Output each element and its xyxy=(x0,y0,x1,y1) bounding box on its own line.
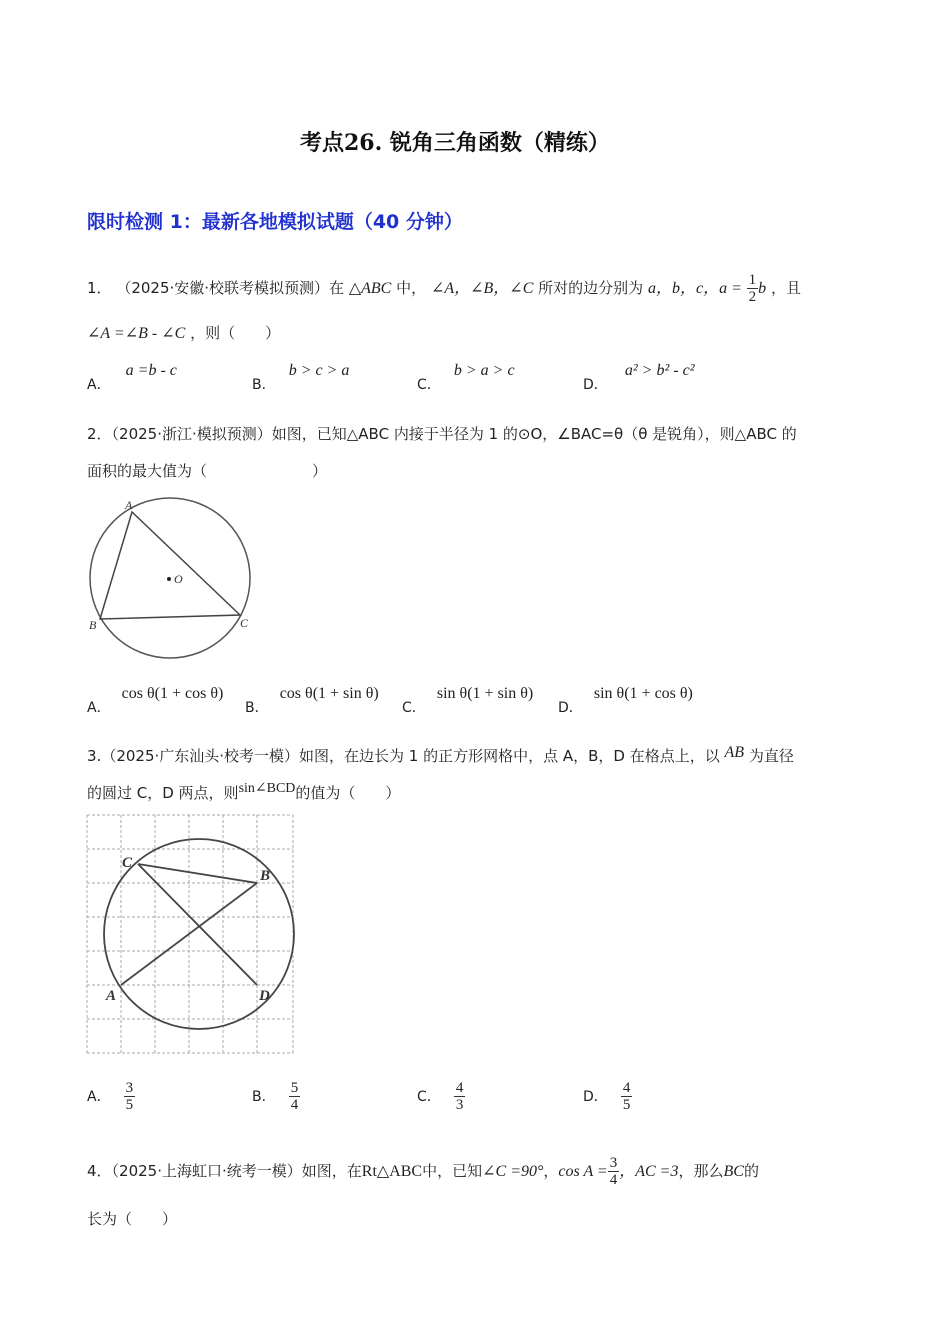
question-text: （2025·广东汕头·校考一模）如图，在边长为 1 的正方形网格中，点 A，B，D 在格点上，以 xyxy=(101,747,720,765)
sides-expr: a，b，c，a = xyxy=(647,280,742,297)
question-1-line-1 xyxy=(87,272,801,305)
center-point xyxy=(167,577,171,581)
triangle-expr: △ABC xyxy=(348,280,392,297)
q2-option-d[interactable] xyxy=(558,683,693,716)
q3-option-c[interactable] xyxy=(417,1080,465,1113)
fraction-denominator: 2 xyxy=(748,289,757,305)
question-text: （2025·浙江·模拟预测）如图，已知△ABC 内接于半径为 1 的⊙O，∠BAC=θ（θ 是锐角），则△ABC 的 xyxy=(111,425,797,443)
segment-ab: AB xyxy=(724,744,745,761)
ac-expr: ，AC =3 xyxy=(619,1163,679,1180)
cos-expr: cos A = xyxy=(558,1163,608,1180)
option-expr: sin θ(1 + cos θ) xyxy=(593,685,693,702)
fraction-denominator: 5 xyxy=(125,1097,134,1113)
option-label: D． xyxy=(583,1089,608,1105)
condition-expr: ∠A =∠B - ∠C xyxy=(87,325,186,342)
question-1-line-2 xyxy=(87,322,280,343)
question-text: 中，已知 xyxy=(422,1162,483,1180)
question-text: 的 xyxy=(743,1162,759,1180)
question-text: 所对的边分别为 xyxy=(538,279,644,297)
option-label: B． xyxy=(252,1089,276,1105)
option-label: A． xyxy=(87,377,111,393)
q1-option-a[interactable] xyxy=(87,360,177,393)
fraction-denominator: 3 xyxy=(455,1097,464,1113)
fraction-numerator: 1 xyxy=(748,272,757,288)
question-2-line-2: 面积的最大值为（ ） xyxy=(87,462,328,480)
fraction xyxy=(608,1155,620,1188)
option-expr: cos θ(1 + sin θ) xyxy=(279,685,379,702)
q2-option-b[interactable] xyxy=(245,683,379,716)
page-title: 考点26. 锐角三角函数（精练） xyxy=(300,130,610,156)
option-expr: a =b - c xyxy=(125,362,177,379)
question-number: 4． xyxy=(87,1162,112,1180)
angle-expr: ∠C =90° xyxy=(482,1163,544,1180)
separator: ， xyxy=(543,1162,559,1180)
segment-bc: BC xyxy=(723,1163,744,1180)
segment-a-b xyxy=(121,883,257,985)
question-text: ，且 xyxy=(770,279,801,297)
angles-expr: ∠A，∠B，∠C xyxy=(430,280,534,297)
question-text: 中， xyxy=(396,279,427,297)
fraction-denominator: 4 xyxy=(609,1172,618,1188)
circle-triangle-figure xyxy=(85,495,260,665)
label-b: B xyxy=(260,868,271,884)
rt-triangle-expr: Rt△ABC xyxy=(361,1163,423,1180)
question-4-line-2: 长为（ ） xyxy=(87,1210,178,1228)
option-label: A． xyxy=(87,700,111,716)
question-text: ，则（ ） xyxy=(190,324,281,342)
segment-c-b xyxy=(138,864,257,883)
label-b: B xyxy=(89,618,97,632)
fraction-numerator: 4 xyxy=(622,1080,631,1096)
question-3-line-2 xyxy=(87,782,400,803)
question-4-line-1 xyxy=(87,1155,759,1188)
label-a: A xyxy=(125,498,133,512)
question-3-line-1 xyxy=(87,745,794,766)
question-2-line-1 xyxy=(87,423,797,444)
question-text: 为直径 xyxy=(748,747,794,765)
q3-option-b[interactable] xyxy=(252,1080,300,1113)
fraction-numerator: 3 xyxy=(609,1155,618,1171)
fraction-numerator: 3 xyxy=(125,1080,134,1096)
option-fraction xyxy=(621,1080,633,1113)
option-expr: b > a > c xyxy=(453,362,515,379)
option-fraction xyxy=(289,1080,301,1113)
label-c: C xyxy=(240,616,249,630)
question-number: 1． xyxy=(87,279,112,297)
question-text: ，那么 xyxy=(678,1162,724,1180)
option-label: B． xyxy=(252,377,276,393)
option-label: D． xyxy=(558,700,583,716)
q2-option-a[interactable] xyxy=(87,683,224,716)
q3-option-d[interactable] xyxy=(583,1080,632,1113)
label-c: C xyxy=(122,855,133,871)
q3-option-a[interactable] xyxy=(87,1080,135,1113)
option-label: C． xyxy=(402,700,426,716)
option-expr: b > c > a xyxy=(288,362,350,379)
q1-option-b[interactable] xyxy=(252,360,350,393)
sin-expr: sin∠BCD xyxy=(238,781,296,796)
option-label: A． xyxy=(87,1089,111,1105)
triangle-abc xyxy=(100,512,240,619)
option-label: D． xyxy=(583,377,608,393)
fraction-denominator: 4 xyxy=(290,1097,299,1113)
question-number: 3. xyxy=(87,747,102,765)
option-label: B． xyxy=(245,700,269,716)
grid-circle-figure xyxy=(86,814,296,1056)
option-fraction xyxy=(124,1080,136,1113)
option-expr: cos θ(1 + cos θ) xyxy=(121,685,224,702)
option-fraction xyxy=(454,1080,466,1113)
question-text: 的圆过 C，D 两点，则 xyxy=(87,784,239,802)
q2-option-c[interactable] xyxy=(402,683,534,716)
fraction-numerator: 4 xyxy=(455,1080,464,1096)
fraction xyxy=(747,272,759,305)
option-expr: a² > b² - c² xyxy=(624,362,695,379)
label-a: A xyxy=(106,988,117,1004)
fraction-numerator: 5 xyxy=(290,1080,299,1096)
variable-b: b xyxy=(758,280,767,297)
label-d: D xyxy=(259,988,270,1004)
question-number: 2． xyxy=(87,425,112,443)
segment-c-d xyxy=(138,864,257,985)
option-label: C． xyxy=(417,1089,441,1105)
option-label: C． xyxy=(417,377,441,393)
q1-option-c[interactable] xyxy=(417,360,515,393)
option-expr: sin θ(1 + sin θ) xyxy=(436,685,534,702)
section-heading: 限时检测 1：最新各地模拟试题（40 分钟） xyxy=(87,211,463,233)
question-text: （2025·上海虹口·统考一模）如图，在 xyxy=(111,1162,362,1180)
label-o: O xyxy=(174,572,183,586)
q1-option-d[interactable] xyxy=(583,360,695,393)
question-text: 的值为（ ） xyxy=(295,784,401,802)
fraction-denominator: 5 xyxy=(622,1097,631,1113)
question-source: （2025·安徽·校联考模拟预测）在 xyxy=(116,279,345,297)
